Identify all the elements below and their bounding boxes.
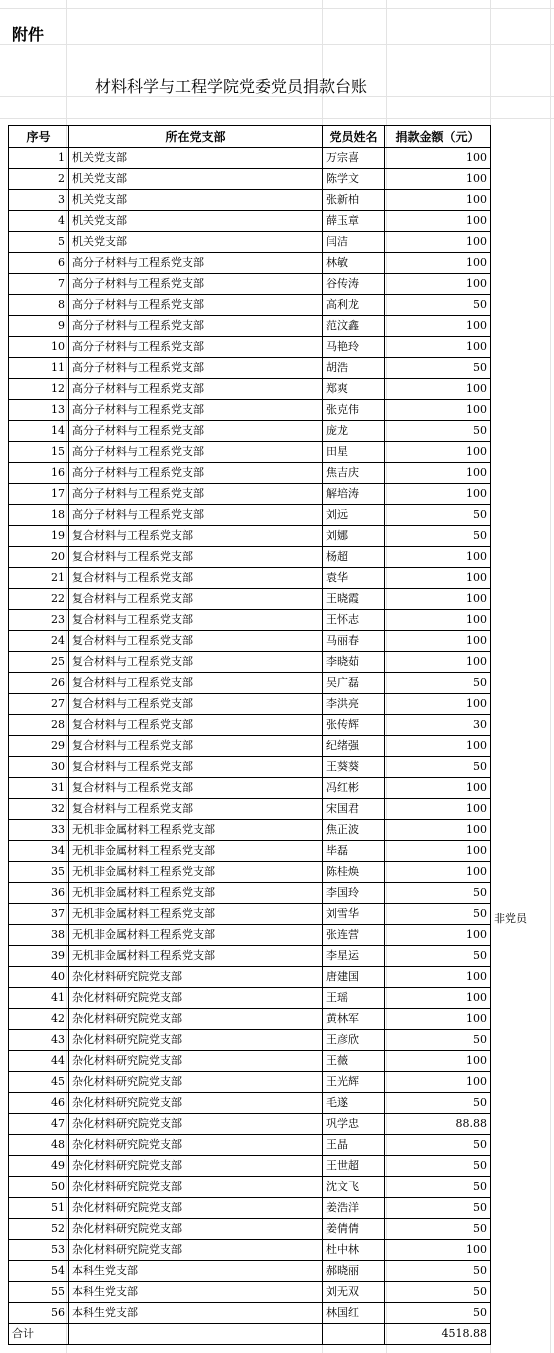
branch-cell: 高分子材料与工程系党支部: [69, 442, 323, 463]
table-row: [9, 442, 491, 463]
column-header-number: 序号: [9, 126, 69, 148]
member-name-cell: 吴广磊: [323, 673, 385, 694]
row-number: 51: [9, 1198, 69, 1219]
branch-cell: 杂化材料研究院党支部: [69, 1177, 323, 1198]
amount-cell: 100: [385, 799, 491, 820]
row-number: 1: [9, 148, 69, 169]
row-number: 55: [9, 1282, 69, 1303]
total-amount: 4518.88: [385, 1324, 491, 1345]
table-row: [9, 1030, 491, 1051]
amount-cell: 100: [385, 652, 491, 673]
amount-cell: 100: [385, 778, 491, 799]
row-number: 45: [9, 1072, 69, 1093]
row-number: 6: [9, 253, 69, 274]
table-row: [9, 358, 491, 379]
table-row: [9, 1114, 491, 1135]
amount-cell: 50: [385, 1093, 491, 1114]
member-name-cell: 范汶鑫: [323, 316, 385, 337]
member-name-cell: 巩学忠: [323, 1114, 385, 1135]
gridline: [550, 0, 551, 1353]
member-name-cell: 冯红彬: [323, 778, 385, 799]
branch-cell: 杂化材料研究院党支部: [69, 967, 323, 988]
amount-cell: 50: [385, 673, 491, 694]
table-row: [9, 841, 491, 862]
branch-cell: 无机非金属材料工程系党支部: [69, 862, 323, 883]
member-name-cell: 李星运: [323, 946, 385, 967]
table-row: [9, 1303, 491, 1324]
attachment-label: 附件: [12, 25, 45, 44]
amount-cell: 50: [385, 1177, 491, 1198]
total-label: 合计: [9, 1324, 69, 1345]
branch-cell: 杂化材料研究院党支部: [69, 1219, 323, 1240]
member-name-cell: 张连营: [323, 925, 385, 946]
member-name-cell: 沈文飞: [323, 1177, 385, 1198]
member-name-cell: 张传辉: [323, 715, 385, 736]
gridline: [0, 118, 554, 119]
branch-cell: 复合材料与工程系党支部: [69, 778, 323, 799]
branch-cell: 杂化材料研究院党支部: [69, 1198, 323, 1219]
amount-cell: 100: [385, 400, 491, 421]
table-row: [9, 1093, 491, 1114]
row-number: 24: [9, 631, 69, 652]
row-number: 23: [9, 610, 69, 631]
member-name-cell: 杨超: [323, 547, 385, 568]
table-row: [9, 526, 491, 547]
member-name-cell: 田星: [323, 442, 385, 463]
amount-cell: 100: [385, 610, 491, 631]
table-row: [9, 505, 491, 526]
row-number: 16: [9, 463, 69, 484]
table-row: [9, 1135, 491, 1156]
total-row: [9, 1324, 491, 1345]
row-number: 19: [9, 526, 69, 547]
branch-cell: 复合材料与工程系党支部: [69, 799, 323, 820]
amount-cell: 100: [385, 967, 491, 988]
row-number: 33: [9, 820, 69, 841]
amount-cell: 100: [385, 211, 491, 232]
total-empty-cell: [69, 1324, 323, 1345]
table-row: [9, 568, 491, 589]
total-empty-cell: [323, 1324, 385, 1345]
amount-cell: 50: [385, 526, 491, 547]
table-row: [9, 1177, 491, 1198]
branch-cell: 高分子材料与工程系党支部: [69, 484, 323, 505]
row-number: 5: [9, 232, 69, 253]
branch-cell: 高分子材料与工程系党支部: [69, 253, 323, 274]
branch-cell: 机关党支部: [69, 232, 323, 253]
amount-cell: 100: [385, 190, 491, 211]
row-number: 50: [9, 1177, 69, 1198]
member-name-cell: 王晶: [323, 1135, 385, 1156]
row-number: 4: [9, 211, 69, 232]
member-name-cell: 姜倩倩: [323, 1219, 385, 1240]
table-row: [9, 946, 491, 967]
row-number: 7: [9, 274, 69, 295]
table-row: [9, 589, 491, 610]
member-name-cell: 袁华: [323, 568, 385, 589]
column-header-name: 党员姓名: [323, 126, 385, 148]
amount-cell: 50: [385, 1303, 491, 1324]
member-name-cell: 李国玲: [323, 883, 385, 904]
branch-cell: 杂化材料研究院党支部: [69, 1072, 323, 1093]
member-name-cell: 黄林军: [323, 1009, 385, 1030]
member-name-cell: 杜中林: [323, 1240, 385, 1261]
amount-cell: 50: [385, 883, 491, 904]
member-name-cell: 林敏: [323, 253, 385, 274]
branch-cell: 机关党支部: [69, 169, 323, 190]
row-number: 20: [9, 547, 69, 568]
branch-cell: 高分子材料与工程系党支部: [69, 358, 323, 379]
branch-cell: 无机非金属材料工程系党支部: [69, 841, 323, 862]
amount-cell: 100: [385, 1072, 491, 1093]
row-number: 26: [9, 673, 69, 694]
non-member-note: 非党员: [494, 912, 527, 925]
branch-cell: 本科生党支部: [69, 1303, 323, 1324]
row-number: 27: [9, 694, 69, 715]
amount-cell: 50: [385, 505, 491, 526]
table-row: [9, 148, 491, 169]
branch-cell: 复合材料与工程系党支部: [69, 547, 323, 568]
member-name-cell: 纪绪强: [323, 736, 385, 757]
amount-cell: 100: [385, 568, 491, 589]
row-number: 21: [9, 568, 69, 589]
table-row: [9, 547, 491, 568]
branch-cell: 杂化材料研究院党支部: [69, 1051, 323, 1072]
amount-cell: 100: [385, 988, 491, 1009]
table-row: [9, 169, 491, 190]
row-number: 35: [9, 862, 69, 883]
row-number: 44: [9, 1051, 69, 1072]
row-number: 49: [9, 1156, 69, 1177]
table-row: [9, 1072, 491, 1093]
table-row: [9, 316, 491, 337]
amount-cell: 100: [385, 148, 491, 169]
table-row: [9, 211, 491, 232]
table-row: [9, 463, 491, 484]
branch-cell: 杂化材料研究院党支部: [69, 1093, 323, 1114]
amount-cell: 100: [385, 736, 491, 757]
donation-ledger-table: [8, 125, 491, 1345]
member-name-cell: 王世超: [323, 1156, 385, 1177]
table-row: [9, 484, 491, 505]
gridline: [0, 8, 554, 9]
amount-cell: 50: [385, 1198, 491, 1219]
amount-cell: 100: [385, 379, 491, 400]
amount-cell: 50: [385, 757, 491, 778]
member-name-cell: 宋国君: [323, 799, 385, 820]
branch-cell: 无机非金属材料工程系党支部: [69, 904, 323, 925]
branch-cell: 高分子材料与工程系党支部: [69, 421, 323, 442]
member-name-cell: 焦吉庆: [323, 463, 385, 484]
amount-cell: 100: [385, 694, 491, 715]
table-row: [9, 799, 491, 820]
branch-cell: 复合材料与工程系党支部: [69, 715, 323, 736]
row-number: 36: [9, 883, 69, 904]
branch-cell: 本科生党支部: [69, 1261, 323, 1282]
member-name-cell: 唐建国: [323, 967, 385, 988]
table-row: [9, 610, 491, 631]
table-row: [9, 673, 491, 694]
amount-cell: 50: [385, 946, 491, 967]
row-number: 52: [9, 1219, 69, 1240]
table-row: [9, 631, 491, 652]
branch-cell: 复合材料与工程系党支部: [69, 631, 323, 652]
branch-cell: 机关党支部: [69, 211, 323, 232]
column-header-branch: 所在党支部: [69, 126, 323, 148]
member-name-cell: 王晓霞: [323, 589, 385, 610]
row-number: 14: [9, 421, 69, 442]
table-header-row: [9, 126, 491, 148]
member-name-cell: 毕磊: [323, 841, 385, 862]
table-row: [9, 694, 491, 715]
row-number: 37: [9, 904, 69, 925]
member-name-cell: 陈桂焕: [323, 862, 385, 883]
member-name-cell: 陈学文: [323, 169, 385, 190]
branch-cell: 本科生党支部: [69, 1282, 323, 1303]
branch-cell: 无机非金属材料工程系党支部: [69, 925, 323, 946]
row-number: 29: [9, 736, 69, 757]
branch-cell: 高分子材料与工程系党支部: [69, 337, 323, 358]
amount-cell: 100: [385, 589, 491, 610]
amount-cell: 50: [385, 295, 491, 316]
amount-cell: 100: [385, 820, 491, 841]
table-row: [9, 379, 491, 400]
member-name-cell: 马丽春: [323, 631, 385, 652]
branch-cell: 高分子材料与工程系党支部: [69, 379, 323, 400]
member-name-cell: 谷传涛: [323, 274, 385, 295]
row-number: 31: [9, 778, 69, 799]
member-name-cell: 李晓茹: [323, 652, 385, 673]
table-row: [9, 232, 491, 253]
row-number: 13: [9, 400, 69, 421]
table-row: [9, 820, 491, 841]
member-name-cell: 王彦欣: [323, 1030, 385, 1051]
member-name-cell: 万宗喜: [323, 148, 385, 169]
row-number: 47: [9, 1114, 69, 1135]
table-row: [9, 337, 491, 358]
branch-cell: 复合材料与工程系党支部: [69, 610, 323, 631]
member-name-cell: 马艳玲: [323, 337, 385, 358]
amount-cell: 100: [385, 1240, 491, 1261]
table-row: [9, 967, 491, 988]
row-number: 54: [9, 1261, 69, 1282]
row-number: 53: [9, 1240, 69, 1261]
member-name-cell: 郑爽: [323, 379, 385, 400]
amount-cell: 100: [385, 925, 491, 946]
branch-cell: 复合材料与工程系党支部: [69, 673, 323, 694]
row-number: 28: [9, 715, 69, 736]
row-number: 11: [9, 358, 69, 379]
table-row: [9, 295, 491, 316]
member-name-cell: 高利龙: [323, 295, 385, 316]
amount-cell: 100: [385, 316, 491, 337]
table-row: [9, 1156, 491, 1177]
row-number: 40: [9, 967, 69, 988]
branch-cell: 杂化材料研究院党支部: [69, 1030, 323, 1051]
member-name-cell: 闫洁: [323, 232, 385, 253]
branch-cell: 复合材料与工程系党支部: [69, 694, 323, 715]
table-row: [9, 1240, 491, 1261]
amount-cell: 100: [385, 232, 491, 253]
table-row: [9, 862, 491, 883]
table-row: [9, 778, 491, 799]
branch-cell: 复合材料与工程系党支部: [69, 757, 323, 778]
member-name-cell: 刘娜: [323, 526, 385, 547]
row-number: 41: [9, 988, 69, 1009]
row-number: 32: [9, 799, 69, 820]
row-number: 9: [9, 316, 69, 337]
amount-cell: 100: [385, 841, 491, 862]
branch-cell: 复合材料与工程系党支部: [69, 526, 323, 547]
table-row: [9, 988, 491, 1009]
member-name-cell: 张新柏: [323, 190, 385, 211]
amount-cell: 100: [385, 862, 491, 883]
member-name-cell: 林国红: [323, 1303, 385, 1324]
amount-cell: 100: [385, 463, 491, 484]
row-number: 34: [9, 841, 69, 862]
amount-cell: 100: [385, 253, 491, 274]
amount-cell: 100: [385, 169, 491, 190]
table-row: [9, 1282, 491, 1303]
member-name-cell: 薛玉章: [323, 211, 385, 232]
gridline: [0, 44, 554, 45]
row-number: 22: [9, 589, 69, 610]
row-number: 56: [9, 1303, 69, 1324]
row-number: 46: [9, 1093, 69, 1114]
member-name-cell: 刘雪华: [323, 904, 385, 925]
amount-cell: 100: [385, 547, 491, 568]
amount-cell: 100: [385, 484, 491, 505]
amount-cell: 50: [385, 1282, 491, 1303]
branch-cell: 杂化材料研究院党支部: [69, 1240, 323, 1261]
table-row: [9, 1009, 491, 1030]
table-row: [9, 883, 491, 904]
table-row: [9, 757, 491, 778]
member-name-cell: 刘远: [323, 505, 385, 526]
amount-cell: 100: [385, 1009, 491, 1030]
table-row: [9, 1198, 491, 1219]
branch-cell: 复合材料与工程系党支部: [69, 589, 323, 610]
table-row: [9, 274, 491, 295]
branch-cell: 高分子材料与工程系党支部: [69, 316, 323, 337]
amount-cell: 50: [385, 904, 491, 925]
branch-cell: 机关党支部: [69, 148, 323, 169]
document-title: 材料科学与工程学院党委党员捐款台账: [95, 77, 368, 96]
table-body: [9, 148, 491, 1324]
member-name-cell: 胡浩: [323, 358, 385, 379]
amount-cell: 88.88: [385, 1114, 491, 1135]
table-row: [9, 253, 491, 274]
member-name-cell: 解培涛: [323, 484, 385, 505]
branch-cell: 复合材料与工程系党支部: [69, 568, 323, 589]
table-row: [9, 1219, 491, 1240]
table-row: [9, 652, 491, 673]
row-number: 3: [9, 190, 69, 211]
row-number: 18: [9, 505, 69, 526]
amount-cell: 30: [385, 715, 491, 736]
amount-cell: 50: [385, 1219, 491, 1240]
member-name-cell: 张克伟: [323, 400, 385, 421]
amount-cell: 100: [385, 274, 491, 295]
row-number: 39: [9, 946, 69, 967]
amount-cell: 100: [385, 631, 491, 652]
column-header-amount: 捐款金额（元）: [385, 126, 491, 148]
branch-cell: 高分子材料与工程系党支部: [69, 463, 323, 484]
table-row: [9, 925, 491, 946]
row-number: 12: [9, 379, 69, 400]
amount-cell: 50: [385, 421, 491, 442]
row-number: 30: [9, 757, 69, 778]
amount-cell: 50: [385, 1030, 491, 1051]
row-number: 10: [9, 337, 69, 358]
member-name-cell: 毛遂: [323, 1093, 385, 1114]
table-row: [9, 400, 491, 421]
branch-cell: 杂化材料研究院党支部: [69, 1135, 323, 1156]
amount-cell: 50: [385, 1135, 491, 1156]
table-row: [9, 1261, 491, 1282]
member-name-cell: 王光辉: [323, 1072, 385, 1093]
amount-cell: 50: [385, 1156, 491, 1177]
row-number: 15: [9, 442, 69, 463]
branch-cell: 无机非金属材料工程系党支部: [69, 946, 323, 967]
member-name-cell: 郝晓丽: [323, 1261, 385, 1282]
row-number: 17: [9, 484, 69, 505]
member-name-cell: 王怀志: [323, 610, 385, 631]
row-number: 8: [9, 295, 69, 316]
branch-cell: 复合材料与工程系党支部: [69, 736, 323, 757]
row-number: 42: [9, 1009, 69, 1030]
row-number: 25: [9, 652, 69, 673]
amount-cell: 100: [385, 337, 491, 358]
branch-cell: 杂化材料研究院党支部: [69, 1009, 323, 1030]
row-number: 43: [9, 1030, 69, 1051]
table-row: [9, 736, 491, 757]
amount-cell: 100: [385, 1051, 491, 1072]
table-row: [9, 190, 491, 211]
branch-cell: 高分子材料与工程系党支部: [69, 505, 323, 526]
branch-cell: 杂化材料研究院党支部: [69, 1156, 323, 1177]
branch-cell: 杂化材料研究院党支部: [69, 988, 323, 1009]
branch-cell: 高分子材料与工程系党支部: [69, 400, 323, 421]
table-row: [9, 1051, 491, 1072]
member-name-cell: 刘无双: [323, 1282, 385, 1303]
branch-cell: 无机非金属材料工程系党支部: [69, 820, 323, 841]
branch-cell: 复合材料与工程系党支部: [69, 652, 323, 673]
branch-cell: 杂化材料研究院党支部: [69, 1114, 323, 1135]
member-name-cell: 李洪亮: [323, 694, 385, 715]
table-row: [9, 904, 491, 925]
row-number: 48: [9, 1135, 69, 1156]
member-name-cell: 王瑶: [323, 988, 385, 1009]
row-number: 2: [9, 169, 69, 190]
branch-cell: 高分子材料与工程系党支部: [69, 274, 323, 295]
amount-cell: 50: [385, 358, 491, 379]
branch-cell: 高分子材料与工程系党支部: [69, 295, 323, 316]
row-number: 38: [9, 925, 69, 946]
member-name-cell: 王葵葵: [323, 757, 385, 778]
amount-cell: 100: [385, 442, 491, 463]
branch-cell: 机关党支部: [69, 190, 323, 211]
member-name-cell: 焦正波: [323, 820, 385, 841]
member-name-cell: 庞龙: [323, 421, 385, 442]
table-row: [9, 715, 491, 736]
branch-cell: 无机非金属材料工程系党支部: [69, 883, 323, 904]
member-name-cell: 王薇: [323, 1051, 385, 1072]
amount-cell: 50: [385, 1261, 491, 1282]
table-row: [9, 421, 491, 442]
member-name-cell: 姜浩洋: [323, 1198, 385, 1219]
